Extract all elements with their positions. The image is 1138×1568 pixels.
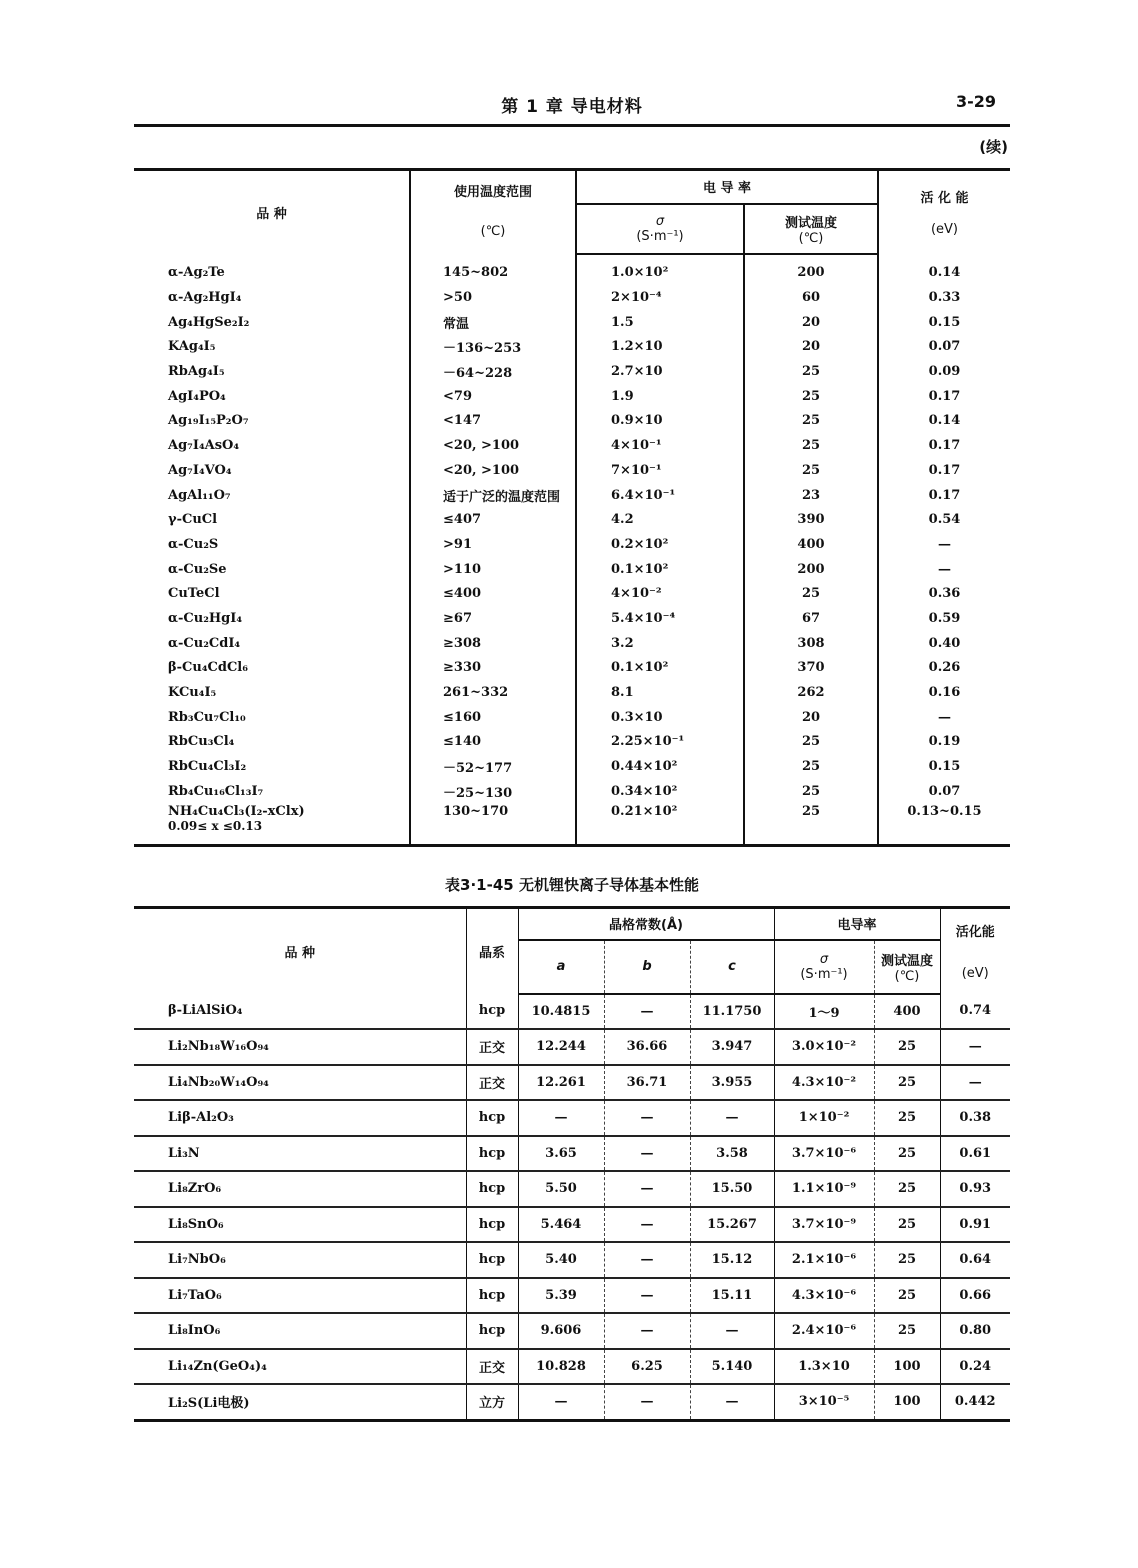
cell-test-temp: 25 (744, 581, 878, 606)
table-row (134, 310, 1010, 335)
cell-temp-range: 适于广泛的温度范围 (410, 483, 576, 508)
cell-temp-range: 常温 (410, 310, 576, 335)
cell-lattice-b: — (604, 1313, 690, 1349)
cell-activation-energy: 0.16 (878, 680, 1010, 705)
header-lattice-constants: 晶格常数(Å) (518, 908, 774, 940)
cell-activation-energy: — (878, 705, 1010, 730)
table-row (134, 1384, 1010, 1420)
table-row (134, 1313, 1010, 1349)
cell-activation-energy: 0.59 (878, 606, 1010, 631)
header-b: b (604, 940, 690, 994)
cell-lattice-c: 15.50 (690, 1171, 774, 1207)
cell-crystal-system: 立方 (466, 1384, 518, 1420)
cell-test-temp: 25 (874, 1029, 940, 1065)
cell-lattice-b: 36.66 (604, 1029, 690, 1065)
cell-sigma: 2.1×10⁻⁶ (774, 1242, 874, 1278)
cell-lattice-c: 3.947 (690, 1029, 774, 1065)
cell-activation-energy: 0.33 (878, 285, 1010, 310)
cell-sigma: 1.0×10² (576, 254, 744, 286)
cell-lattice-a: — (518, 1384, 604, 1420)
table-row (134, 779, 1010, 804)
cell-activation-energy: 0.61 (940, 1136, 1010, 1172)
cell-lattice-b: — (604, 1384, 690, 1420)
cell-sigma: 0.3×10 (576, 705, 744, 730)
table-row (134, 631, 1010, 656)
cell-temp-range: >91 (410, 532, 576, 557)
table-row (134, 1349, 1010, 1385)
cell-crystal-system: hcp (466, 1207, 518, 1243)
cell-lattice-b: — (604, 1136, 690, 1172)
cell-test-temp: 25 (874, 1242, 940, 1278)
cell-activation-energy: 0.17 (878, 384, 1010, 409)
table-row (134, 335, 1010, 360)
cell-lattice-a: 5.464 (518, 1207, 604, 1243)
cell-sigma: 4.2 (576, 507, 744, 532)
cell-variety: RbAg₄I₅ (168, 364, 225, 380)
cell-variety: Li₂Nb₁₈W₁₆O₉₄ (134, 1029, 466, 1065)
header-c: c (690, 940, 774, 994)
cell-activation-energy: 0.93 (940, 1171, 1010, 1207)
cell-crystal-system: hcp (466, 994, 518, 1030)
cell-sigma: 0.44×10² (576, 754, 744, 779)
cell-test-temp: 25 (744, 779, 878, 804)
cell-variety: α-Cu₂Se (168, 561, 227, 577)
cell-temp-range: <20, >100 (410, 433, 576, 458)
cell-activation-energy: 0.80 (940, 1313, 1010, 1349)
cell-crystal-system: 正交 (466, 1029, 518, 1065)
cell-test-temp: 25 (744, 409, 878, 434)
cell-variety: Ag₄HgSe₂I₂ (168, 314, 250, 330)
cell-variety: Li₇NbO₆ (134, 1242, 466, 1278)
cell-activation-energy: 0.91 (940, 1207, 1010, 1243)
cell-activation-energy: 0.13~0.15 (878, 804, 1010, 846)
cell-sigma: 2.25×10⁻¹ (576, 730, 744, 755)
cell-lattice-a: 3.65 (518, 1136, 604, 1172)
cell-sigma: 0.1×10² (576, 656, 744, 681)
cell-lattice-c: 15.11 (690, 1278, 774, 1314)
table-row (134, 1278, 1010, 1314)
cell-variety: RbCu₄Cl₃I₂ (168, 759, 247, 775)
cell-sigma: 0.1×10² (576, 557, 744, 582)
cell-activation-energy: 0.66 (940, 1278, 1010, 1314)
cell-sigma: 4×10⁻² (576, 581, 744, 606)
cell-test-temp: 25 (874, 1313, 940, 1349)
table-caption: 表3·1-45 无机锂快离子导体基本性能 (445, 876, 699, 894)
cell-variety: AgAl₁₁O₇ (168, 487, 231, 503)
cell-temp-range: ≤140 (410, 730, 576, 755)
cell-variety: γ-CuCl (168, 512, 218, 528)
cell-lattice-c: 3.58 (690, 1136, 774, 1172)
cell-test-temp: 23 (744, 483, 878, 508)
cell-test-temp: 25 (744, 384, 878, 409)
cell-activation-energy: 0.17 (878, 433, 1010, 458)
cell-temp-range: 145~802 (410, 254, 576, 286)
cell-crystal-system: hcp (466, 1100, 518, 1136)
cell-crystal-system: hcp (466, 1171, 518, 1207)
cell-activation-energy: 0.26 (878, 656, 1010, 681)
cell-variety: α-Ag₂Te (168, 264, 225, 280)
header-variety: 品 种 (284, 945, 316, 961)
cell-sigma: 0.34×10² (576, 779, 744, 804)
cell-lattice-a: 5.39 (518, 1278, 604, 1314)
cell-sigma: 2×10⁻⁴ (576, 285, 744, 310)
cell-test-temp: 25 (744, 730, 878, 755)
cell-activation-energy: 0.54 (878, 507, 1010, 532)
cell-lattice-a: 10.4815 (518, 994, 604, 1030)
cell-sigma: 3×10⁻⁵ (774, 1384, 874, 1420)
table-row (134, 507, 1010, 532)
continued-label: (续) (979, 138, 1008, 156)
cell-activation-energy: 0.64 (940, 1242, 1010, 1278)
cell-activation-energy: 0.14 (878, 409, 1010, 434)
cell-test-temp: 400 (744, 532, 878, 557)
cell-sigma: 1～9 (774, 994, 874, 1030)
cell-lattice-c: 11.1750 (690, 994, 774, 1030)
cell-temp-range: 261~332 (410, 680, 576, 705)
cell-crystal-system: hcp (466, 1242, 518, 1278)
table-lithium-fast-ion-conductors (134, 906, 1010, 1422)
cell-sigma: 1.2×10 (576, 335, 744, 360)
cell-crystal-system: hcp (466, 1136, 518, 1172)
cell-lattice-a: 12.244 (518, 1029, 604, 1065)
cell-temp-range: －52~177 (410, 754, 576, 779)
cell-sigma: 4.3×10⁻⁶ (774, 1278, 874, 1314)
table-row (134, 1029, 1010, 1065)
cell-activation-energy: 0.15 (878, 310, 1010, 335)
cell-variety: NH₄Cu₄Cl₃(I₂-xClx) 0.09≤ x ≤0.13 (134, 804, 410, 846)
cell-sigma: 1.5 (576, 310, 744, 335)
cell-lattice-c: 5.140 (690, 1349, 774, 1385)
cell-sigma: 2.4×10⁻⁶ (774, 1313, 874, 1349)
cell-variety: Liβ-Al₂O₃ (134, 1100, 466, 1136)
cell-activation-energy: 0.40 (878, 631, 1010, 656)
cell-test-temp: 200 (744, 254, 878, 286)
cell-sigma: 3.0×10⁻² (774, 1029, 874, 1065)
table-row (134, 359, 1010, 384)
table-row (134, 532, 1010, 557)
cell-activation-energy: — (878, 557, 1010, 582)
cell-activation-energy: 0.07 (878, 779, 1010, 804)
cell-activation-energy: — (940, 1029, 1010, 1065)
cell-temp-range: －64~228 (410, 359, 576, 384)
cell-sigma: 8.1 (576, 680, 744, 705)
cell-test-temp: 20 (744, 705, 878, 730)
cell-variety: KCu₄I₅ (168, 685, 217, 701)
cell-lattice-c: — (690, 1313, 774, 1349)
table-row (134, 754, 1010, 779)
cell-sigma: 5.4×10⁻⁴ (576, 606, 744, 631)
cell-temp-range: ≥330 (410, 656, 576, 681)
cell-activation-energy: 0.24 (940, 1349, 1010, 1385)
cell-activation-energy: 0.17 (878, 458, 1010, 483)
header-conductivity: 电 导 率 (576, 170, 878, 204)
header-crystal-system: 晶系 (466, 908, 518, 994)
header-activation-energy: 活 化 能 (eV) (878, 170, 1010, 254)
cell-lattice-b: — (604, 1278, 690, 1314)
table-row (134, 458, 1010, 483)
chapter-title: 第 1 章 导电材料 (501, 97, 643, 117)
cell-lattice-a: 12.261 (518, 1065, 604, 1101)
cell-test-temp: 20 (744, 335, 878, 360)
cell-variety: Li₇TaO₆ (134, 1278, 466, 1314)
cell-activation-energy: 0.14 (878, 254, 1010, 286)
cell-test-temp: 25 (874, 1171, 940, 1207)
table-row (134, 433, 1010, 458)
cell-lattice-b: — (604, 1100, 690, 1136)
cell-test-temp: 100 (874, 1349, 940, 1385)
cell-sigma: 7×10⁻¹ (576, 458, 744, 483)
cell-sigma: 1.3×10 (774, 1349, 874, 1385)
cell-test-temp: 370 (744, 656, 878, 681)
cell-sigma: 3.2 (576, 631, 744, 656)
cell-test-temp: 25 (744, 804, 878, 846)
cell-lattice-c: — (690, 1100, 774, 1136)
cell-sigma: 4.3×10⁻² (774, 1065, 874, 1101)
cell-temp-range: 130~170 (410, 804, 576, 846)
cell-temp-range: <147 (410, 409, 576, 434)
cell-test-temp: 400 (874, 994, 940, 1030)
cell-variety: KAg₄I₅ (168, 339, 216, 355)
table-row (134, 1171, 1010, 1207)
cell-activation-energy: 0.74 (940, 994, 1010, 1030)
cell-temp-range: >110 (410, 557, 576, 582)
cell-variety: β-Cu₄CdCl₆ (168, 660, 248, 676)
header-temp-range: 使用温度范围 (℃) (410, 170, 576, 254)
header-test-temp: 测试温度 (℃) (744, 204, 878, 254)
cell-test-temp: 25 (744, 359, 878, 384)
table-row (134, 705, 1010, 730)
cell-lattice-c: 3.955 (690, 1065, 774, 1101)
cell-temp-range: ≤407 (410, 507, 576, 532)
cell-activation-energy: 0.38 (940, 1100, 1010, 1136)
header-conductivity: 电导率 (774, 908, 940, 940)
cell-variety: Ag₇I₄AsO₄ (168, 438, 240, 454)
header-rule (134, 124, 1010, 127)
cell-test-temp: 25 (744, 458, 878, 483)
table-row (134, 285, 1010, 310)
cell-crystal-system: 正交 (466, 1349, 518, 1385)
cell-lattice-b: — (604, 1207, 690, 1243)
cell-lattice-a: 5.50 (518, 1171, 604, 1207)
cell-variety: CuTeCl (168, 586, 220, 602)
cell-crystal-system: 正交 (466, 1065, 518, 1101)
cell-lattice-a: 10.828 (518, 1349, 604, 1385)
cell-variety: RbCu₃Cl₄ (168, 734, 235, 750)
table-row (134, 1065, 1010, 1101)
table-row (134, 656, 1010, 681)
cell-sigma: 1×10⁻² (774, 1100, 874, 1136)
cell-test-temp: 25 (874, 1278, 940, 1314)
header-variety: 品 种 (256, 206, 287, 222)
cell-variety: AgI₄PO₄ (168, 388, 226, 404)
table-row (134, 557, 1010, 582)
cell-variety: Li₈SnO₆ (134, 1207, 466, 1243)
cell-lattice-b: — (604, 1171, 690, 1207)
table-row (134, 804, 1010, 846)
cell-activation-energy: 0.07 (878, 335, 1010, 360)
cell-activation-energy: 0.442 (940, 1384, 1010, 1420)
cell-temp-range: ≤400 (410, 581, 576, 606)
cell-sigma: 3.7×10⁻⁶ (774, 1136, 874, 1172)
cell-temp-range: ≥67 (410, 606, 576, 631)
cell-lattice-a: 5.40 (518, 1242, 604, 1278)
cell-activation-energy: 0.36 (878, 581, 1010, 606)
cell-test-temp: 25 (744, 433, 878, 458)
table-row (134, 606, 1010, 631)
cell-lattice-c: 15.12 (690, 1242, 774, 1278)
cell-sigma: 0.2×10² (576, 532, 744, 557)
cell-test-temp: 25 (874, 1207, 940, 1243)
table-row (134, 730, 1010, 755)
cell-variety: β-LiAlSiO₄ (134, 994, 466, 1030)
cell-temp-range: ≥308 (410, 631, 576, 656)
cell-activation-energy: 0.17 (878, 483, 1010, 508)
cell-lattice-b: 36.71 (604, 1065, 690, 1101)
table-row (134, 1242, 1010, 1278)
cell-variety: Li₁₄Zn(GeO₄)₄ (134, 1349, 466, 1385)
cell-variety: α-Cu₂HgI₄ (168, 610, 243, 626)
cell-lattice-c: 15.267 (690, 1207, 774, 1243)
cell-variety: Ag₁₉I₁₅P₂O₇ (168, 413, 249, 429)
cell-test-temp: 25 (874, 1136, 940, 1172)
cell-test-temp: 100 (874, 1384, 940, 1420)
table-row (134, 1207, 1010, 1243)
cell-lattice-c: — (690, 1384, 774, 1420)
cell-sigma: 0.9×10 (576, 409, 744, 434)
cell-crystal-system: hcp (466, 1278, 518, 1314)
cell-activation-energy: — (878, 532, 1010, 557)
cell-variety: Ag₇I₄VO₄ (168, 462, 232, 478)
cell-activation-energy: 0.15 (878, 754, 1010, 779)
cell-temp-range: <20, >100 (410, 458, 576, 483)
cell-activation-energy: 0.09 (878, 359, 1010, 384)
cell-sigma: 1.9 (576, 384, 744, 409)
table-row (134, 680, 1010, 705)
cell-variety: α-Cu₂CdI₄ (168, 635, 241, 651)
page-header (134, 92, 1010, 118)
cell-test-temp: 25 (874, 1100, 940, 1136)
cell-test-temp: 25 (744, 754, 878, 779)
table-row (134, 409, 1010, 434)
cell-lattice-b: — (604, 1242, 690, 1278)
cell-temp-range: －136~253 (410, 335, 576, 360)
cell-activation-energy: — (940, 1065, 1010, 1101)
composition-range-note: 0.09≤ x ≤0.13 (168, 818, 263, 833)
cell-sigma: 0.21×10² (576, 804, 744, 846)
cell-lattice-b: — (604, 994, 690, 1030)
cell-test-temp: 308 (744, 631, 878, 656)
cell-variety: Li₈ZrO₆ (134, 1171, 466, 1207)
table-row (134, 1100, 1010, 1136)
table-row (134, 483, 1010, 508)
table-row (134, 254, 1010, 286)
cell-crystal-system: hcp (466, 1313, 518, 1349)
cell-variety: Li₄Nb₂₀W₁₄O₉₄ (134, 1065, 466, 1101)
cell-test-temp: 200 (744, 557, 878, 582)
header-a: a (518, 940, 604, 994)
cell-lattice-a: — (518, 1100, 604, 1136)
table-row (134, 994, 1010, 1030)
cell-variety: Li₈InO₆ (134, 1313, 466, 1349)
cell-variety: Li₂S(Li电极) (168, 1396, 250, 1412)
cell-temp-range: －25~130 (410, 779, 576, 804)
cell-sigma: 6.4×10⁻¹ (576, 483, 744, 508)
cell-lattice-b: 6.25 (604, 1349, 690, 1385)
cell-test-temp: 60 (744, 285, 878, 310)
cell-lattice-a: 9.606 (518, 1313, 604, 1349)
cell-variety: α-Ag₂HgI₄ (168, 290, 242, 306)
cell-sigma: 4×10⁻¹ (576, 433, 744, 458)
header-sigma: σ (S·m⁻¹) (774, 940, 874, 994)
cell-temp-range: >50 (410, 285, 576, 310)
cell-sigma: 1.1×10⁻⁹ (774, 1171, 874, 1207)
page-number: 3-29 (955, 92, 996, 111)
cell-test-temp: 390 (744, 507, 878, 532)
cell-temp-range: ≤160 (410, 705, 576, 730)
table-row (134, 384, 1010, 409)
cell-test-temp: 20 (744, 310, 878, 335)
cell-variety: Li₃N (134, 1136, 466, 1172)
cell-sigma: 3.7×10⁻⁹ (774, 1207, 874, 1243)
cell-variety: Rb₃Cu₇Cl₁₀ (168, 709, 246, 725)
table-row (134, 1136, 1010, 1172)
table-solid-electrolytes-continued (134, 168, 1010, 847)
table-row (134, 581, 1010, 606)
cell-test-temp: 262 (744, 680, 878, 705)
cell-temp-range: <79 (410, 384, 576, 409)
cell-test-temp: 67 (744, 606, 878, 631)
header-test-temp: 测试温度 (℃) (874, 940, 940, 994)
cell-variety: Rb₄Cu₁₆Cl₁₃I₇ (168, 783, 264, 799)
header-activation-energy: 活化能 (eV) (940, 908, 1010, 994)
cell-test-temp: 25 (874, 1065, 940, 1101)
cell-variety: α-Cu₂S (168, 536, 219, 552)
cell-sigma: 2.7×10 (576, 359, 744, 384)
header-sigma: σ (S·m⁻¹) (576, 204, 744, 254)
cell-activation-energy: 0.19 (878, 730, 1010, 755)
